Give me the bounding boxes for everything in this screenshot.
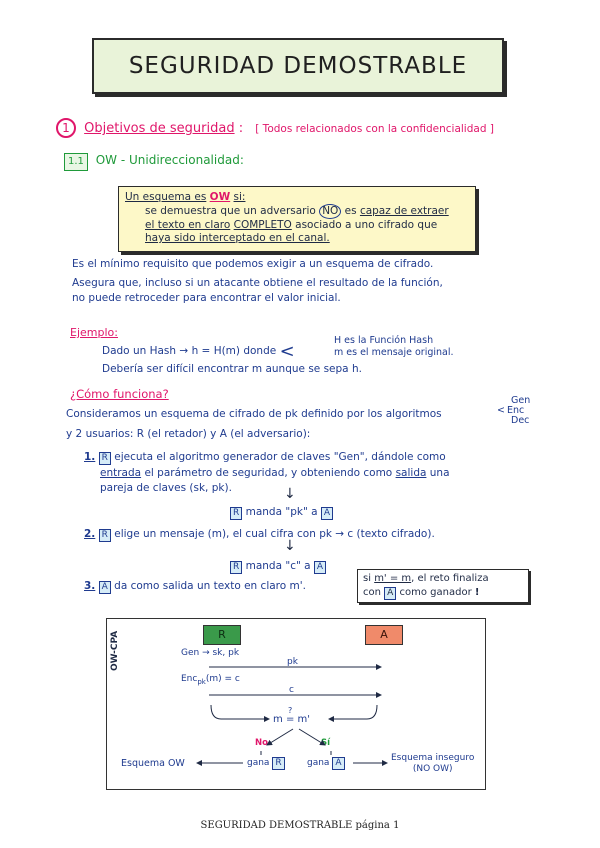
ow-definition-box [118, 186, 476, 252]
challenger-r-badge: R [99, 452, 111, 465]
result-l1b: m' = m [374, 573, 412, 584]
section-1-1-heading [64, 152, 244, 171]
ejemplo-line-1b: h = H(m) donde [191, 345, 277, 357]
ow-box-lead-line [125, 191, 469, 204]
section-1-1-title: OW - Unidireccionalidad: [95, 153, 244, 167]
ow-box-line-2 [125, 219, 469, 232]
diagram-enc-rest: (m) = c [205, 674, 240, 684]
diagram-side-label: OW-CPA [110, 630, 120, 671]
diagram-c-label: c [289, 685, 294, 695]
ow-box-l2c: asociado a uno cifrado que [295, 219, 438, 231]
result-l2a: con [363, 587, 381, 598]
result-l1c: , el reto finaliza [411, 573, 489, 584]
result-l1a: si [363, 573, 371, 584]
alg-enc: Enc [506, 405, 525, 416]
ejemplo-line-1a: Dado un Hash [102, 345, 177, 357]
step-1d: salida [395, 467, 427, 479]
ejemplo-note-1: H es la Función Hash [334, 335, 434, 346]
ejemplo-notes [334, 335, 454, 359]
arrow-no [267, 729, 293, 745]
brace-icon: < [279, 341, 295, 362]
diagram-eq: = [285, 714, 295, 725]
section-1-1-number: 1.1 [64, 153, 88, 171]
diagram-r-box: R [203, 625, 241, 645]
ow-box-l2a: el texto en claro [145, 219, 231, 231]
diagram-right-result-2: (NO OW) [412, 764, 453, 774]
result-line-1 [363, 572, 523, 586]
challenger-r-badge: R [99, 529, 111, 542]
brace-right [329, 705, 377, 719]
section-1-heading [56, 118, 494, 138]
arrow-right-icon: → [179, 345, 189, 357]
ow-box-l1c: capaz de extraer [359, 205, 449, 217]
adversary-a-badge: A [332, 757, 344, 770]
section-1-number: 1 [56, 118, 76, 138]
diagram-left-result: Esquema OW [121, 758, 185, 769]
section-1-title: Objetivos de seguridad [84, 121, 235, 136]
diagram-right-result-1: Esquema inseguro [391, 753, 475, 763]
manda-c-text: manda "c" a [245, 560, 311, 572]
section-1-note: [ Todos relacionados con la confidencialidad ] [255, 123, 494, 135]
result-box [357, 569, 529, 603]
alg-gen: Gen [511, 395, 531, 406]
step-2-text: elige un mensaje (m), el cual cifra con pk → c (texto cifrado). [114, 528, 435, 540]
ejemplo-note-2: m es el mensaje original. [334, 347, 454, 358]
algorithms-list [497, 396, 530, 426]
arrow-si [299, 729, 325, 745]
page-footer: SEGURIDAD DEMOSTRABLE página 1 [200, 820, 400, 831]
como-line-1: Consideramos un esquema de cifrado de pk definido por los algoritmos [66, 408, 442, 420]
step-3-text: da como salida un texto en claro m'. [114, 580, 306, 592]
challenger-r-badge: R [230, 507, 242, 520]
page-title: SEGURIDAD DEMOSTRABLE [128, 53, 468, 79]
ow-box-ow: OW [209, 191, 231, 203]
diagram-pk-label: pk [287, 657, 298, 667]
diagram-gen: Gen → sk, pk [181, 648, 240, 658]
como-line-2: y 2 usuarios: R (el retador) y A (el adversario): [66, 428, 311, 440]
step-2 [84, 528, 544, 542]
result-line-2 [363, 586, 523, 600]
como-funciona-title: ¿Cómo funciona? [70, 387, 169, 401]
ow-box-l1a: se demuestra que un adversario [145, 205, 316, 217]
diagram-arrows [107, 619, 485, 789]
diagram-m: m [273, 714, 283, 725]
diagram-enc-sub: pk [197, 677, 206, 686]
ow-box-l2b: COMPLETO [233, 219, 292, 231]
step-1-number: 1. [84, 451, 96, 463]
diagram-no: No [255, 738, 268, 748]
diagram-enc-name: Enc [181, 674, 198, 684]
ow-box-si: si: [233, 191, 246, 203]
result-l2c: ! [474, 587, 480, 598]
alg-enc-row: < Enc [497, 405, 525, 416]
manda-pk [230, 506, 333, 520]
ow-box-line-1 [125, 204, 469, 219]
diagram-gana-a-text: gana [307, 758, 330, 768]
page-title-box [92, 38, 504, 94]
down-arrow-icon: ↓ [284, 486, 296, 502]
paragraph-asegura-1: Asegura que, incluso si un atacante obtiene el resultado de la función, [72, 277, 443, 289]
step-1e: una [429, 467, 450, 479]
ejemplo-line-1 [102, 341, 295, 362]
step-2-number: 2. [84, 528, 96, 540]
diagram-q: ? [287, 706, 293, 715]
diagram-a-box: A [365, 625, 403, 645]
manda-pk-text: manda "pk" a [245, 506, 318, 518]
challenger-r-badge: R [230, 561, 242, 574]
ejemplo-label: Ejemplo: [70, 326, 118, 339]
diagram-mprime: m' [297, 714, 311, 725]
adversary-a-badge: A [321, 507, 333, 520]
adversary-a-badge: A [384, 587, 396, 600]
manda-c [230, 560, 326, 574]
paragraph-min-req: Es el mínimo requisito que podemos exigir a un esquema de cifrado. [72, 258, 434, 270]
step-3-number: 3. [84, 580, 96, 592]
step-3 [84, 580, 306, 594]
down-arrow-icon: ↓ [284, 538, 296, 554]
result-l2b: como ganador [399, 587, 472, 598]
ow-box-l3: haya sido interceptado en el canal. [145, 232, 330, 244]
step-1a: ejecuta el algoritmo generador de claves "Gen", dándole como [114, 451, 446, 463]
diagram-si: Sí [321, 738, 331, 748]
section-1-colon: : [238, 121, 244, 136]
step-1c: el parámetro de seguridad, y obteniendo como [144, 467, 393, 479]
ow-box-lead: Un esquema es [125, 191, 207, 203]
ow-cpa-diagram [106, 618, 486, 790]
alg-dec: Dec [511, 415, 530, 426]
step-1-line-2 [100, 467, 540, 480]
diagram-gana-r-text: gana [247, 758, 270, 768]
challenger-r-badge: R [272, 757, 284, 770]
paragraph-asegura-2: no puede retroceder para encontrar el valor inicial. [72, 292, 341, 304]
ejemplo-line-2: Debería ser difícil encontrar m aunque se sepa h. [102, 363, 362, 375]
ow-box-no: NO [319, 204, 341, 219]
ow-box-l1b: es [344, 205, 357, 217]
brace-left [211, 705, 269, 719]
adversary-a-badge: A [314, 561, 326, 574]
step-1b: entrada [100, 467, 142, 479]
step-1 [84, 451, 524, 465]
step-1-line-3: pareja de claves (sk, pk). [100, 482, 232, 494]
adversary-a-badge: A [99, 581, 111, 594]
ow-box-line-3 [125, 232, 469, 245]
